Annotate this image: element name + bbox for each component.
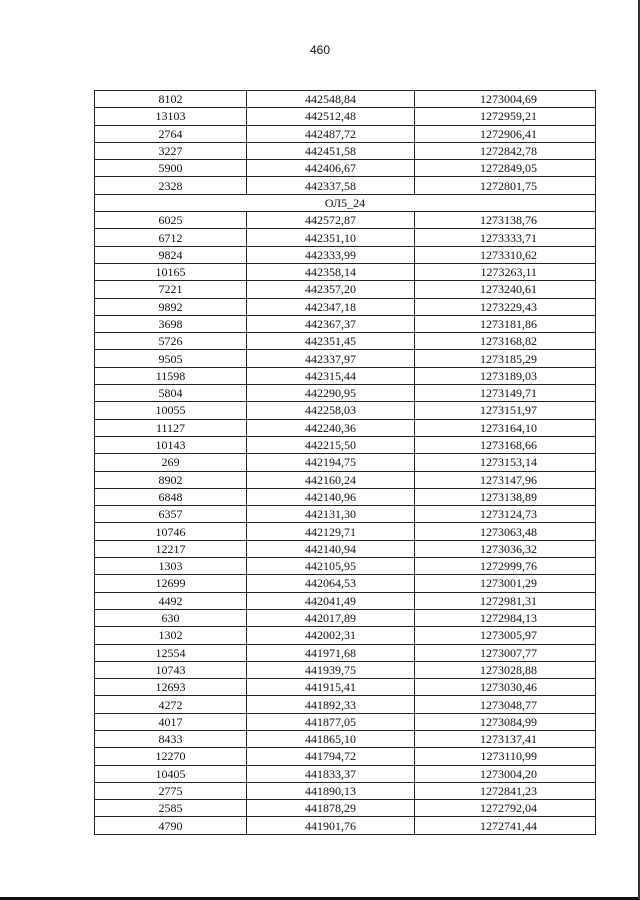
point-number-cell: 8102 [95, 91, 247, 108]
point-number-cell: 6025 [95, 212, 247, 229]
point-number-cell: 6357 [95, 506, 247, 523]
table-row [95, 108, 596, 125]
table-row [95, 644, 596, 661]
x-coordinate-cell: 442351,10 [247, 229, 415, 246]
table-row [95, 696, 596, 713]
y-coordinate-cell: 1273007,77 [415, 644, 596, 661]
table-row [95, 212, 596, 229]
x-coordinate-cell: 441877,05 [247, 713, 415, 730]
x-coordinate-cell: 442160,24 [247, 471, 415, 488]
x-coordinate-cell: 442215,50 [247, 436, 415, 453]
y-coordinate-cell: 1272741,44 [415, 817, 596, 834]
table-row [95, 540, 596, 557]
y-coordinate-cell: 1273084,99 [415, 713, 596, 730]
table-row [95, 800, 596, 817]
table-row [95, 436, 596, 453]
page-number: 460 [309, 43, 331, 57]
y-coordinate-cell: 1273138,89 [415, 488, 596, 505]
point-number-cell: 5804 [95, 385, 247, 402]
y-coordinate-cell: 1273149,71 [415, 385, 596, 402]
point-number-cell: 1303 [95, 558, 247, 575]
y-coordinate-cell: 1273147,96 [415, 471, 596, 488]
table-row [95, 627, 596, 644]
x-coordinate-cell: 442140,96 [247, 488, 415, 505]
point-number-cell: 2328 [95, 177, 247, 194]
table-row [95, 385, 596, 402]
point-number-cell: 12699 [95, 575, 247, 592]
table-row [95, 160, 596, 177]
point-number-cell: 5726 [95, 333, 247, 350]
point-number-cell: 6712 [95, 229, 247, 246]
point-number-cell: 630 [95, 609, 247, 626]
point-number-cell: 4790 [95, 817, 247, 834]
table-row [95, 679, 596, 696]
y-coordinate-cell: 1273229,43 [415, 298, 596, 315]
table-row [95, 125, 596, 142]
x-coordinate-cell: 442337,97 [247, 350, 415, 367]
y-coordinate-cell: 1273310,62 [415, 246, 596, 263]
y-coordinate-cell: 1273153,14 [415, 454, 596, 471]
table-row [95, 91, 596, 108]
x-coordinate-cell: 441971,68 [247, 644, 415, 661]
x-coordinate-cell: 441892,33 [247, 696, 415, 713]
point-number-cell: 4017 [95, 713, 247, 730]
y-coordinate-cell: 1273181,86 [415, 315, 596, 332]
x-coordinate-cell: 442337,58 [247, 177, 415, 194]
x-coordinate-cell: 442131,30 [247, 506, 415, 523]
x-coordinate-cell: 442041,49 [247, 592, 415, 609]
y-coordinate-cell: 1273168,66 [415, 436, 596, 453]
x-coordinate-cell: 441915,41 [247, 679, 415, 696]
point-number-cell: 3698 [95, 315, 247, 332]
point-number-cell: 269 [95, 454, 247, 471]
table-row [95, 298, 596, 315]
x-coordinate-cell: 441890,13 [247, 782, 415, 799]
y-coordinate-cell: 1273263,11 [415, 263, 596, 280]
x-coordinate-cell: 442357,20 [247, 281, 415, 298]
point-number-cell: 6848 [95, 488, 247, 505]
table-row [95, 315, 596, 332]
x-coordinate-cell: 442406,67 [247, 160, 415, 177]
point-number-cell: 8433 [95, 730, 247, 747]
point-number-cell: 12693 [95, 679, 247, 696]
coordinates-table-body [95, 91, 596, 835]
x-coordinate-cell: 441878,29 [247, 800, 415, 817]
y-coordinate-cell: 1273004,20 [415, 765, 596, 782]
x-coordinate-cell: 442487,72 [247, 125, 415, 142]
point-number-cell: 13103 [95, 108, 247, 125]
point-number-cell: 11127 [95, 419, 247, 436]
table-row [95, 782, 596, 799]
table-row [95, 730, 596, 747]
y-coordinate-cell: 1273189,03 [415, 367, 596, 384]
y-coordinate-cell: 1273124,73 [415, 506, 596, 523]
x-coordinate-cell: 442129,71 [247, 523, 415, 540]
y-coordinate-cell: 1273030,46 [415, 679, 596, 696]
table-row [95, 713, 596, 730]
point-number-cell: 10165 [95, 263, 247, 280]
point-number-cell: 9892 [95, 298, 247, 315]
table-row [95, 575, 596, 592]
x-coordinate-cell: 442315,44 [247, 367, 415, 384]
y-coordinate-cell: 1272959,21 [415, 108, 596, 125]
y-coordinate-cell: 1273333,71 [415, 229, 596, 246]
y-coordinate-cell: 1273004,69 [415, 91, 596, 108]
table-row [95, 506, 596, 523]
y-coordinate-cell: 1273168,82 [415, 333, 596, 350]
x-coordinate-cell: 442290,95 [247, 385, 415, 402]
y-coordinate-cell: 1273137,41 [415, 730, 596, 747]
x-coordinate-cell: 442347,18 [247, 298, 415, 315]
x-coordinate-cell: 442258,03 [247, 402, 415, 419]
section-header-row [95, 194, 596, 211]
table-row [95, 817, 596, 834]
point-number-cell: 2775 [95, 782, 247, 799]
table-row [95, 142, 596, 159]
table-row [95, 333, 596, 350]
x-coordinate-cell: 442064,53 [247, 575, 415, 592]
point-number-cell: 12270 [95, 748, 247, 765]
table-row [95, 402, 596, 419]
y-coordinate-cell: 1273185,29 [415, 350, 596, 367]
point-number-cell: 10143 [95, 436, 247, 453]
x-coordinate-cell: 442140,94 [247, 540, 415, 557]
x-coordinate-cell: 442017,89 [247, 609, 415, 626]
point-number-cell: 8902 [95, 471, 247, 488]
section-label: ОЛ5_24 [95, 194, 596, 211]
y-coordinate-cell: 1272906,41 [415, 125, 596, 142]
table-row [95, 454, 596, 471]
y-coordinate-cell: 1273036,32 [415, 540, 596, 557]
point-number-cell: 11598 [95, 367, 247, 384]
y-coordinate-cell: 1272999,76 [415, 558, 596, 575]
point-number-cell: 9824 [95, 246, 247, 263]
table-row [95, 471, 596, 488]
y-coordinate-cell: 1272984,13 [415, 609, 596, 626]
x-coordinate-cell: 441865,10 [247, 730, 415, 747]
point-number-cell: 2764 [95, 125, 247, 142]
point-number-cell: 1302 [95, 627, 247, 644]
table-row [95, 350, 596, 367]
table-row [95, 246, 596, 263]
table-row [95, 488, 596, 505]
y-coordinate-cell: 1273063,48 [415, 523, 596, 540]
table-row [95, 748, 596, 765]
x-coordinate-cell: 442367,37 [247, 315, 415, 332]
x-coordinate-cell: 442451,58 [247, 142, 415, 159]
y-coordinate-cell: 1272981,31 [415, 592, 596, 609]
table-row [95, 177, 596, 194]
x-coordinate-cell: 442105,95 [247, 558, 415, 575]
y-coordinate-cell: 1272842,78 [415, 142, 596, 159]
point-number-cell: 10055 [95, 402, 247, 419]
y-coordinate-cell: 1272841,23 [415, 782, 596, 799]
point-number-cell: 2585 [95, 800, 247, 817]
point-number-cell: 12554 [95, 644, 247, 661]
table-row [95, 367, 596, 384]
point-number-cell: 10743 [95, 661, 247, 678]
x-coordinate-cell: 441939,75 [247, 661, 415, 678]
table-row [95, 592, 596, 609]
y-coordinate-cell: 1273005,97 [415, 627, 596, 644]
x-coordinate-cell: 442194,75 [247, 454, 415, 471]
table-row [95, 765, 596, 782]
table-row [95, 609, 596, 626]
point-number-cell: 5900 [95, 160, 247, 177]
y-coordinate-cell: 1273001,29 [415, 575, 596, 592]
table-row [95, 229, 596, 246]
table-row [95, 281, 596, 298]
y-coordinate-cell: 1272849,05 [415, 160, 596, 177]
x-coordinate-cell: 442358,14 [247, 263, 415, 280]
y-coordinate-cell: 1272792,04 [415, 800, 596, 817]
point-number-cell: 4272 [95, 696, 247, 713]
table-row [95, 263, 596, 280]
point-number-cell: 7221 [95, 281, 247, 298]
point-number-cell: 10746 [95, 523, 247, 540]
table-row [95, 558, 596, 575]
x-coordinate-cell: 441901,76 [247, 817, 415, 834]
x-coordinate-cell: 441833,37 [247, 765, 415, 782]
table-row [95, 523, 596, 540]
x-coordinate-cell: 442512,48 [247, 108, 415, 125]
coordinates-table [94, 90, 596, 835]
x-coordinate-cell: 442333,99 [247, 246, 415, 263]
x-coordinate-cell: 442002,31 [247, 627, 415, 644]
x-coordinate-cell: 442351,45 [247, 333, 415, 350]
point-number-cell: 4492 [95, 592, 247, 609]
y-coordinate-cell: 1272801,75 [415, 177, 596, 194]
x-coordinate-cell: 442572,87 [247, 212, 415, 229]
x-coordinate-cell: 442240,36 [247, 419, 415, 436]
y-coordinate-cell: 1273110,99 [415, 748, 596, 765]
table-row [95, 419, 596, 436]
table-row [95, 661, 596, 678]
x-coordinate-cell: 441794,72 [247, 748, 415, 765]
point-number-cell: 9505 [95, 350, 247, 367]
y-coordinate-cell: 1273028,88 [415, 661, 596, 678]
point-number-cell: 10405 [95, 765, 247, 782]
y-coordinate-cell: 1273048,77 [415, 696, 596, 713]
y-coordinate-cell: 1273151,97 [415, 402, 596, 419]
y-coordinate-cell: 1273138,76 [415, 212, 596, 229]
x-coordinate-cell: 442548,84 [247, 91, 415, 108]
y-coordinate-cell: 1273240,61 [415, 281, 596, 298]
point-number-cell: 3227 [95, 142, 247, 159]
y-coordinate-cell: 1273164,10 [415, 419, 596, 436]
point-number-cell: 12217 [95, 540, 247, 557]
